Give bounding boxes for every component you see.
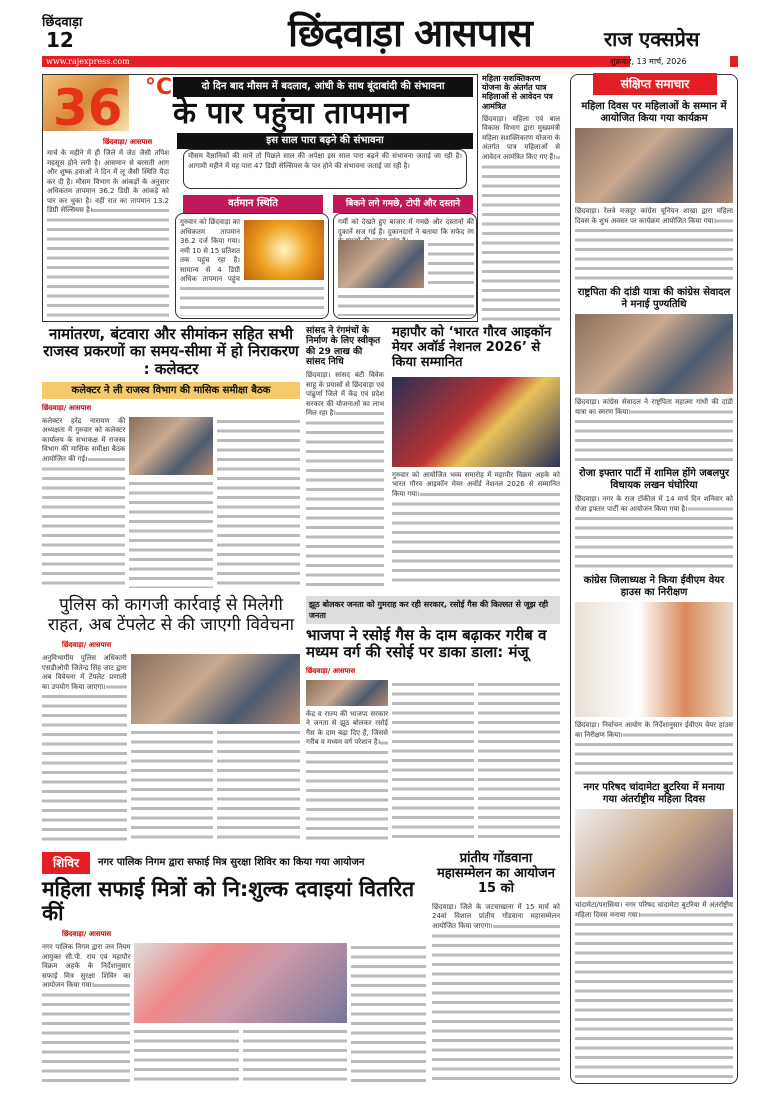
collector-byline: छिंदवाड़ा/ आसपास <box>42 403 92 412</box>
yojana-body: छिंदवाड़ा। महिला एवं बाल विकास विभाग द्वारा मुख्यमंत्री महिला सशक्तिकरण योजना के अंतर्गत पात्र महिलाओं से आवेदन आमंत्रित किए गए हैं। <box>482 115 560 324</box>
collector-subhead: कलेक्टर ने ली राजस्व विभाग की मासिक समीक्षा बैठक <box>42 382 300 399</box>
bjp-byline: छिंदवाड़ा/ आसपास <box>306 666 356 675</box>
bjp-headline: भाजपा ने रसोई गैस के दाम बढ़ाकर गरीब व मध्यम वर्ग की रसोई पर डाका डाला: मंजू <box>306 626 547 662</box>
sidebar-body: चांदामेटा/परासिया। नगर परिषद चांदामेटा बुटरिया में अंतर्राष्ट्रीय महिला दिवस मनाया गया। <box>575 901 733 1079</box>
sidebar-headline: महिला दिवस पर महिलाओं के सम्मान में आयोजित किया गया कार्यक्रम <box>581 101 727 124</box>
sidebar-photo <box>575 809 733 897</box>
police-headline: पुलिस को कागजी कार्रवाई से मिलेगी राहत, अब टेंपलेट से की जाएगी विवेचना <box>47 595 295 635</box>
bjp-photo <box>306 680 388 706</box>
collector-story: नामांतरण, बंटवारा और सीमांकन सहित सभी राजस्व प्रकरणों का समय-सीमा में हो निराकरण : कलेक्टर कलेक्टर ने ली राजस्व विभाग की मासिक समीक्षा बैठक छिंदवाड़ा/ आसपास कलेक्टर हरेंद्र नारायण की अध्यक्षता में गुरुवार को कलेक्टर कार्यालय के सभाकक्ष में राजस्व विभाग की मासिक समीक्षा बैठक आयोजित की गई। <box>42 326 300 588</box>
lead-headline: के पार पहुंचा तापमान <box>173 96 409 131</box>
sub2-title: वर्तमान स्थिति <box>183 195 323 213</box>
gondwana-story: प्रांतीय गोंडवाना महासम्मेलन का आयोजन 15 को छिंदवाड़ा। जिले के जटचाखाना में 15 मार्च को 24वां विशाल प्रांतीय गोंडवाना महासम्मेलन आयोजित किया जाएगा। <box>432 852 560 1084</box>
temperature-value: 36 <box>53 79 123 137</box>
sidebar-body: छिंदवाड़ा। निर्वाचन आयोग के निर्देशानुसार ईवीएम वेयर हाउस का निरीक्षण किया। <box>575 721 733 778</box>
city-label: छिंदवाड़ा <box>42 15 83 30</box>
brand-logo: राज एक्सप्रेस <box>604 27 700 51</box>
sidebar-photo <box>575 314 733 394</box>
sansad-headline: सांसद ने रंगमंचों के निर्माण के लिए स्वीकृत की 29 लाख की सांसद निधि <box>306 326 381 368</box>
gondwana-headline: प्रांतीय गोंडवाना महासम्मेलन का आयोजन 15 को <box>437 851 555 896</box>
sidebar-headline: कांग्रेस जिलाध्यक्ष ने किया ईवीएम वेयर हाउस का निरीक्षण <box>583 575 725 598</box>
sub1-title: इस साल पारा बढ़ने की संभावना <box>177 133 473 149</box>
sidebar-headline: राष्ट्रपिता की दांडी यात्रा की कांग्रेस सेवादल ने मनाई पुण्यतिथि <box>577 287 731 310</box>
sidebar-photo <box>575 602 733 717</box>
shivir-photo <box>134 943 346 1023</box>
sidebar-body: छिंदवाड़ा। नगर के राज टॉकीज में 14 मार्च दिन शनिवार को रोजा इफ्तार पार्टी का आयोजन किया गया है। <box>575 495 733 571</box>
sub2-box: गुरुवार को छिंदवाड़ा का अधिकतम तापमान 36.2 दर्ज किया गया। नमी 10 से 15 प्रतिशत तक पहुंच रहा है। सामान्य से 4 डिग्री अधिक तापमान पहुंच <box>175 213 329 319</box>
issue-date: शुक्रवार, 13 मार्च, 2026 <box>610 57 687 66</box>
shivir-byline: छिंदवाड़ा/ आसपास <box>62 930 112 939</box>
collector-headline: नामांतरण, बंटवारा और सीमांकन सहित सभी राजस्व प्रकरणों का समय-सीमा में हो निराकरण : कलेक्टर <box>43 325 299 378</box>
award-photo <box>392 377 560 467</box>
police-photo <box>131 654 300 724</box>
website-link[interactable]: www.rajexpress.com <box>46 57 130 66</box>
sidebar-photo <box>575 128 733 203</box>
lead-byline: छिंदवाड़ा/ आसपास <box>103 138 153 146</box>
sub3-title: बिकने लगे गमछे, टोपी और दस्ताने <box>333 195 473 213</box>
sub3-box: गर्मी को देखते हुए बाजार में गमछे और दस्तानों की दुकानें सज गई हैं। दुकानदारों ने बताया कि सफेद रंग <box>333 213 477 319</box>
sidebar-body: छिंदवाड़ा। रेलवे मजदूर कांग्रेस यूनियन शाखा द्वारा महिला दिवस के शुभ अवसर पर कार्यक्रम आयोजित किया गया। <box>575 207 733 283</box>
masthead-title: छिंदवाड़ा आसपास <box>288 11 532 55</box>
bjp-kicker: झूठ बोलकर जनता को गुमराह कर रही सरकार, रसोई गैस की किल्लत से जूझ रही जनता <box>306 596 560 624</box>
sidebar-headline: नगर परिषद चांदामेटा बुटरिया में मनाया गया अंतर्राष्ट्रीय महिला दिवस <box>583 782 725 805</box>
sun-photo <box>244 220 324 280</box>
shivir-headline: महिला सफाई मित्रों को नि:शुल्क दवाइयां वितरित कीं <box>42 877 415 926</box>
sansad-story: सांसद ने रंगमंचों के निर्माण के लिए स्वीकृत की 29 लाख की सांसद निधि छिंदवाड़ा। सांसद बंटी विवेक साहू के प्रयासों से छिंदवाड़ा एवं पांढुर्णा जिले में केंद्र एवं प्रदेश सरकार की योजनाओं का लाभ मिल रहा है। <box>306 326 384 588</box>
page-number: 12 <box>46 28 74 52</box>
temperature-unit: °C <box>145 75 173 100</box>
shivir-tag: शिविर <box>42 852 90 874</box>
mahapaur-headline: महापौर को ‘भारत गौरव आइकॉन मेयर अवॉर्ड नेशनल 2026’ से किया सम्मानित <box>392 325 552 370</box>
lead-kicker: दो दिन बाद मौसम में बदलाव, आंधी के साथ बूंदाबांदी की संभावना <box>173 77 473 97</box>
police-story: पुलिस को कागजी कार्रवाई से मिलेगी राहत, अब टेंपलेट से की जाएगी विवेचना छिंदवाड़ा/ आसपास अनुविभागीय पुलिस अधिकारी एसडीओपी जितेन्द्र सिंह जाट द्वारा अब विवेचना में टेंपलेट प्रणाली का उपयोग किया जाएगा। <box>42 596 300 841</box>
lead-story <box>42 74 478 322</box>
sidebar-title: संक्षिप्त समाचार <box>593 73 717 95</box>
sidebar-headline: रोजा इफ्तार पार्टी में शामिल होंगे जबलपुर विधायक लखन घंघोरिया <box>578 468 730 491</box>
collector-photo <box>129 417 212 475</box>
yojana-headline: महिला सशक्तिकरण योजना के अंतर्गत पात्र महिलाओं से आवेदन पत्र आमंत्रित <box>482 74 553 111</box>
brief-news-sidebar <box>570 74 738 1084</box>
scarf-photo <box>338 240 424 288</box>
mahapaur-story: महापौर को ‘भारत गौरव आइकॉन मेयर अवॉर्ड नेशनल 2026’ से किया सम्मानित गुरुवार को आयोजित भव्य समारोह में महापौर विक्रम अहके को भारत गौरव आइकॉन मेयर अवॉर्ड नेशनल 2026 से सम्मानित किया गया। <box>392 326 560 588</box>
header-red-bar <box>42 56 630 67</box>
sidebar-body: छिंदवाड़ा। कांग्रेस सेवादल ने राष्ट्रपिता महात्मा गांधी की दांडी यात्रा का स्मरण किया। <box>575 398 733 464</box>
yojana-story <box>482 74 560 324</box>
red-marker <box>730 56 738 67</box>
police-byline: छिंदवाड़ा/ आसपास <box>62 641 112 650</box>
shivir-story: शिविर नगर पालिक निगम द्वारा सफाई मित्र सुरक्षा शिविर का किया गया आयोजन महिला सफाई मित्रों को नि:शुल्क दवाइयां वितरित कीं छिंदवाड़ा/ आसपास नगर पालिक निगम द्वारा जन नियम आयुक्त सी.पी. राय एवं महापौर विक्रम अहके के निर्देशानुसार सफाई मित्र सुरक्षा शिविर का आयोजन किया गया। <box>42 852 426 1084</box>
shivir-kicker: नगर पालिक निगम द्वारा सफाई मित्र सुरक्षा शिविर का किया गया आयोजन <box>98 857 365 869</box>
sub1-body: मौसम वैज्ञानिकों की मानें तो पिछले साल की अपेक्षा इस साल पारा बढ़ने की संभावना जताई जा रही है। आगामी महीने में यह पारा 47 डिग्री सेल्सियस के पार होने की संभावना जताई जा रही है। <box>183 149 467 189</box>
lead-body: मार्च के महीने में ही जिले में जेठ जैसी तपिश महसूस होने लगी है। आसमान से बरसती आग और शुष्क हवाओं ने दिन में लू जैसी स्थिति पैदा कर दी है। मौसम विभाग के आंकड़ों के अनुसार अधिकतम तापमान 36.2 डिग्री के आंकड़े को पार कर चुका है। वहीं रात का तापमान 13.2 डिग्री सेल्सियस है। <box>47 149 169 319</box>
bjp-story: झूठ बोलकर जनता को गुमराह कर रही सरकार, रसोई गैस की किल्लत से जूझ रही जनता भाजपा ने रसोई गैस के दाम बढ़ाकर गरीब व मध्यम वर्ग की रसोई पर डाका डाला: मंजू छिंदवाड़ा/ आसपास केंद्र व राज्य की भाजपा सरकार ने जनता से झूठ बोलकर रसोई गैस के दाम बढ़ा दिए हैं, जिससे गरीब व मध्यम वर्ग परेशान है। <box>306 596 560 841</box>
